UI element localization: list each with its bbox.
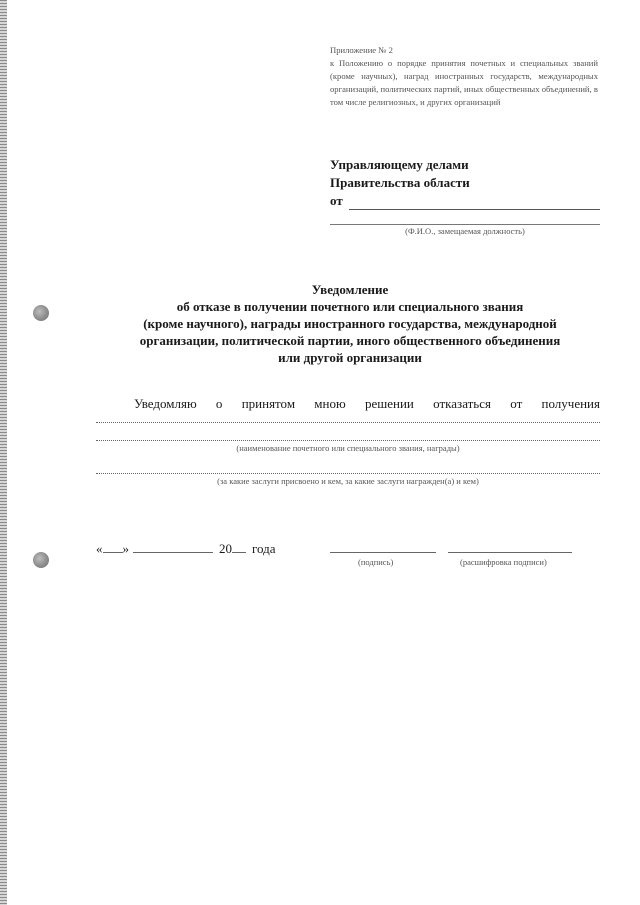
punch-hole-top xyxy=(33,305,49,321)
intro-text: Уведомляю о принятом мною решении отказаться от получения xyxy=(134,396,600,411)
from-name-field[interactable] xyxy=(349,197,600,210)
merits-caption: (за какие заслуги присвоено и кем, за какие заслуги награжден(а) и кем) xyxy=(217,476,479,486)
notification-body xyxy=(96,395,600,487)
from-position-field[interactable] xyxy=(330,210,600,225)
quote-open: « xyxy=(96,541,103,556)
addressee-line-1: Управляющему делами xyxy=(330,157,469,172)
punch-hole-bottom xyxy=(33,552,49,568)
signature-decode-caption: (расшифровка подписи) xyxy=(460,557,547,567)
date-signature-row xyxy=(96,540,600,570)
title-line-2: об отказе в получении почетного или специального звания xyxy=(176,299,524,314)
from-row xyxy=(330,192,600,210)
title-line-3: (кроме научного), награды иностранного государства, международной xyxy=(143,316,557,331)
award-field-line-1[interactable] xyxy=(96,422,600,423)
scan-edge xyxy=(0,0,7,905)
date-field xyxy=(96,540,276,557)
signature-decode-field[interactable] xyxy=(448,552,572,553)
award-field-line-2[interactable] xyxy=(96,440,600,441)
title-line-4: организации, политической партии, иного общественного объединения xyxy=(139,333,561,348)
signature-field[interactable] xyxy=(330,552,436,553)
award-caption: (наименование почетного или специального звания, награды) xyxy=(236,443,460,453)
document-title xyxy=(80,281,620,366)
from-caption: (Ф.И.О., замещаемая должность) xyxy=(405,226,525,236)
appendix-note xyxy=(330,44,598,109)
from-label: от xyxy=(330,193,343,208)
signature-caption: (подпись) xyxy=(358,557,394,567)
day-field[interactable] xyxy=(103,540,123,553)
appendix-text: к Положению о порядке принятия почетных и специальных званий (кроме научных), наград иностранных государств, международных организаций, политических партий, иных общественных объединений, в том числе религиозных, и других организаций xyxy=(330,58,598,107)
month-field[interactable] xyxy=(133,540,213,553)
year-suffix: года xyxy=(252,541,276,556)
quote-close: » xyxy=(122,541,129,556)
appendix-heading: Приложение № 2 xyxy=(330,45,393,55)
year-prefix: 20 xyxy=(219,541,232,556)
title-line-1: Уведомление xyxy=(311,282,389,297)
merits-field-line[interactable] xyxy=(96,473,600,474)
year-field[interactable] xyxy=(232,540,246,553)
addressee-block xyxy=(330,156,600,237)
title-line-5: или другой организации xyxy=(278,350,422,365)
addressee-line-2: Правительства области xyxy=(330,175,470,190)
